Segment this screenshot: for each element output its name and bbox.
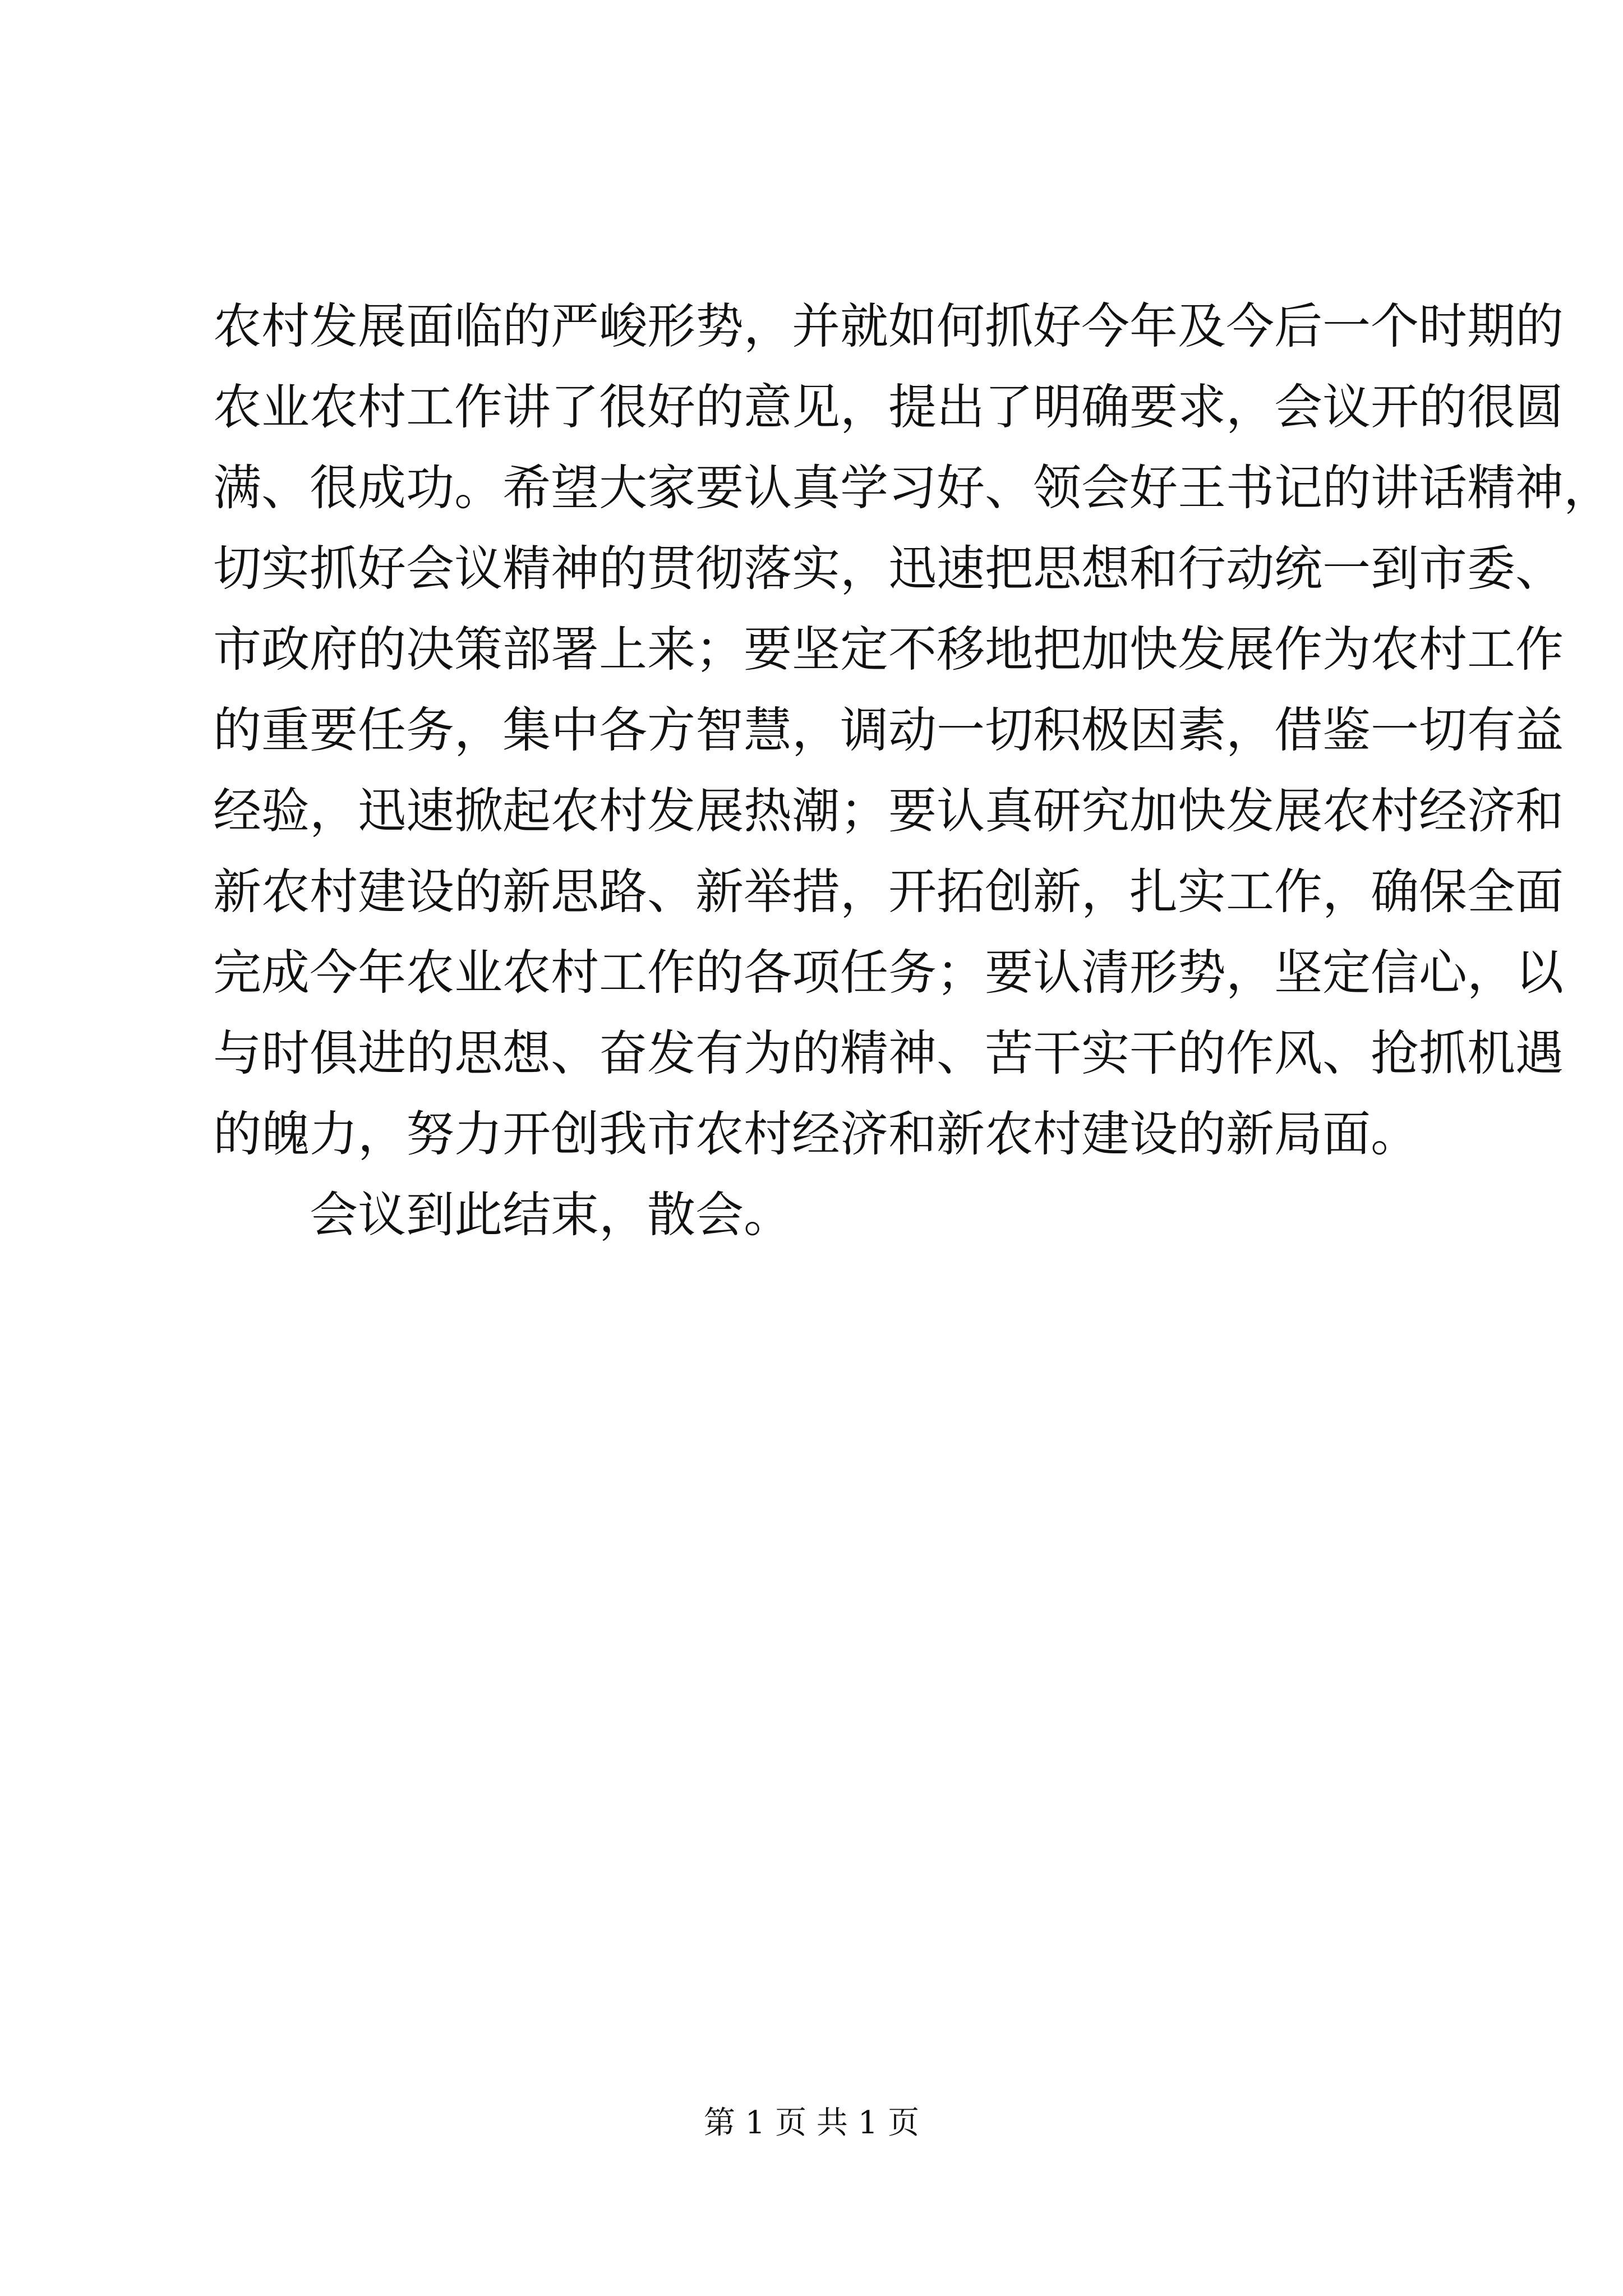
paragraph-line-7: 经验，迅速掀起农村发展热潮；要认真研究加快发展农村经济和 [213,783,1564,839]
paragraph-line-8: 新农村建设的新思路、新举措，开拓创新，扎实工作，确保全面 [213,864,1564,920]
paragraph-line-2: 农业农村工作讲了很好的意见，提出了明确要求，会议开的很圆 [213,379,1564,435]
paragraph-line-5: 市政府的决策部署上来；要坚定不移地把加快发展作为农村工作 [213,622,1564,678]
page-number-footer: 第 1 页 共 1 页 [703,2105,920,2141]
paragraph-line-1: 农村发展面临的严峻形势，并就如何抓好今年及今后一个时期的 [213,298,1564,355]
paragraph-line-10: 与时俱进的思想、奋发有为的精神、苦干实干的作风、抢抓机遇 [213,1025,1564,1082]
paragraph-line-6: 的重要任务，集中各方智慧，调动一切积极因素，借鉴一切有益 [213,702,1564,758]
paragraph-line-4: 切实抓好会议精神的贯彻落实，迅速把思想和行动统一到市委、 [213,541,1564,597]
document-body [213,286,1612,1255]
paragraph-line-9: 完成今年农业农村工作的各项任务；要认清形势，坚定信心，以 [213,945,1564,1001]
paragraph-line-3: 满、很成功。希望大家要认真学习好、领会好王书记的讲话精神， [213,460,1612,516]
paragraph-line-11: 的魄力，努力开创我市农村经济和新农村建设的新局面。 [213,1106,1419,1162]
closing-sentence: 会议到此结束，散会。 [310,1187,792,1243]
